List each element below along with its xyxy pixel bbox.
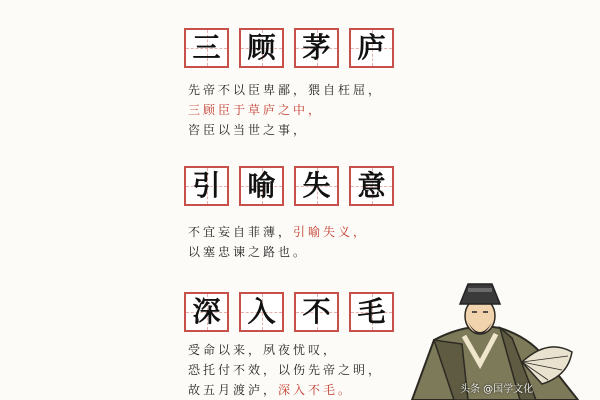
watermark: 头条 @国学文化: [460, 384, 534, 395]
idiom-character: 三: [192, 31, 221, 64]
quote-line: [188, 242, 368, 262]
quote-segment: 先帝不以臣卑鄙，猥自枉屈，: [188, 83, 384, 97]
character-grid: [184, 292, 394, 332]
idiom-character: 喻: [247, 169, 276, 202]
tianzige-cell: [239, 292, 284, 332]
quote-line: [188, 222, 368, 242]
idiom-character: 茅: [302, 31, 331, 64]
quote-segment: 恐托付不效，以伤先帝之明，: [188, 363, 384, 377]
tianzige-cell: [349, 28, 394, 68]
idiom-character: 不: [302, 295, 331, 328]
idiom-character: 庐: [357, 31, 386, 64]
idiom-character: 入: [247, 295, 276, 328]
quote-line: [188, 80, 383, 100]
quote-segment: 故五月渡泸，: [188, 383, 279, 397]
highlighted-quote-segment: 深入不毛。: [278, 383, 354, 397]
character-grid: [184, 166, 394, 206]
tianzige-cell: [294, 166, 339, 206]
idiom-character: 毛: [357, 295, 386, 328]
quote-text: [188, 222, 368, 262]
quote-segment: 不宜妄自菲薄，: [188, 225, 294, 239]
quote-text: [188, 340, 383, 400]
idiom-character: 失: [302, 169, 331, 202]
highlighted-quote-segment: 引喻失义，: [293, 225, 369, 239]
idiom-character: 顾: [247, 31, 276, 64]
tianzige-cell: [294, 28, 339, 68]
idiom-character: 引: [192, 169, 221, 202]
quote-line: [188, 380, 383, 400]
character-grid: [184, 28, 394, 68]
tianzige-cell: [239, 166, 284, 206]
quote-line: [188, 360, 383, 380]
tianzige-cell: [349, 166, 394, 206]
tianzige-cell: [294, 292, 339, 332]
quote-segment: 以塞忠谏之路也。: [188, 245, 309, 259]
tianzige-cell: [184, 166, 229, 206]
quote-segment: 受命以来，夙夜忧叹，: [188, 343, 339, 357]
idiom-character: 深: [192, 295, 221, 328]
quote-segment: 咨臣以当世之事，: [188, 123, 309, 137]
highlighted-quote-segment: 三顾臣于草庐之中，: [188, 103, 324, 117]
quote-line: [188, 340, 383, 360]
tianzige-cell: [239, 28, 284, 68]
quote-line: [188, 100, 383, 120]
tianzige-cell: [184, 292, 229, 332]
quote-text: [188, 80, 383, 140]
idiom-character: 意: [357, 169, 386, 202]
tianzige-cell: [184, 28, 229, 68]
quote-line: [188, 120, 383, 140]
